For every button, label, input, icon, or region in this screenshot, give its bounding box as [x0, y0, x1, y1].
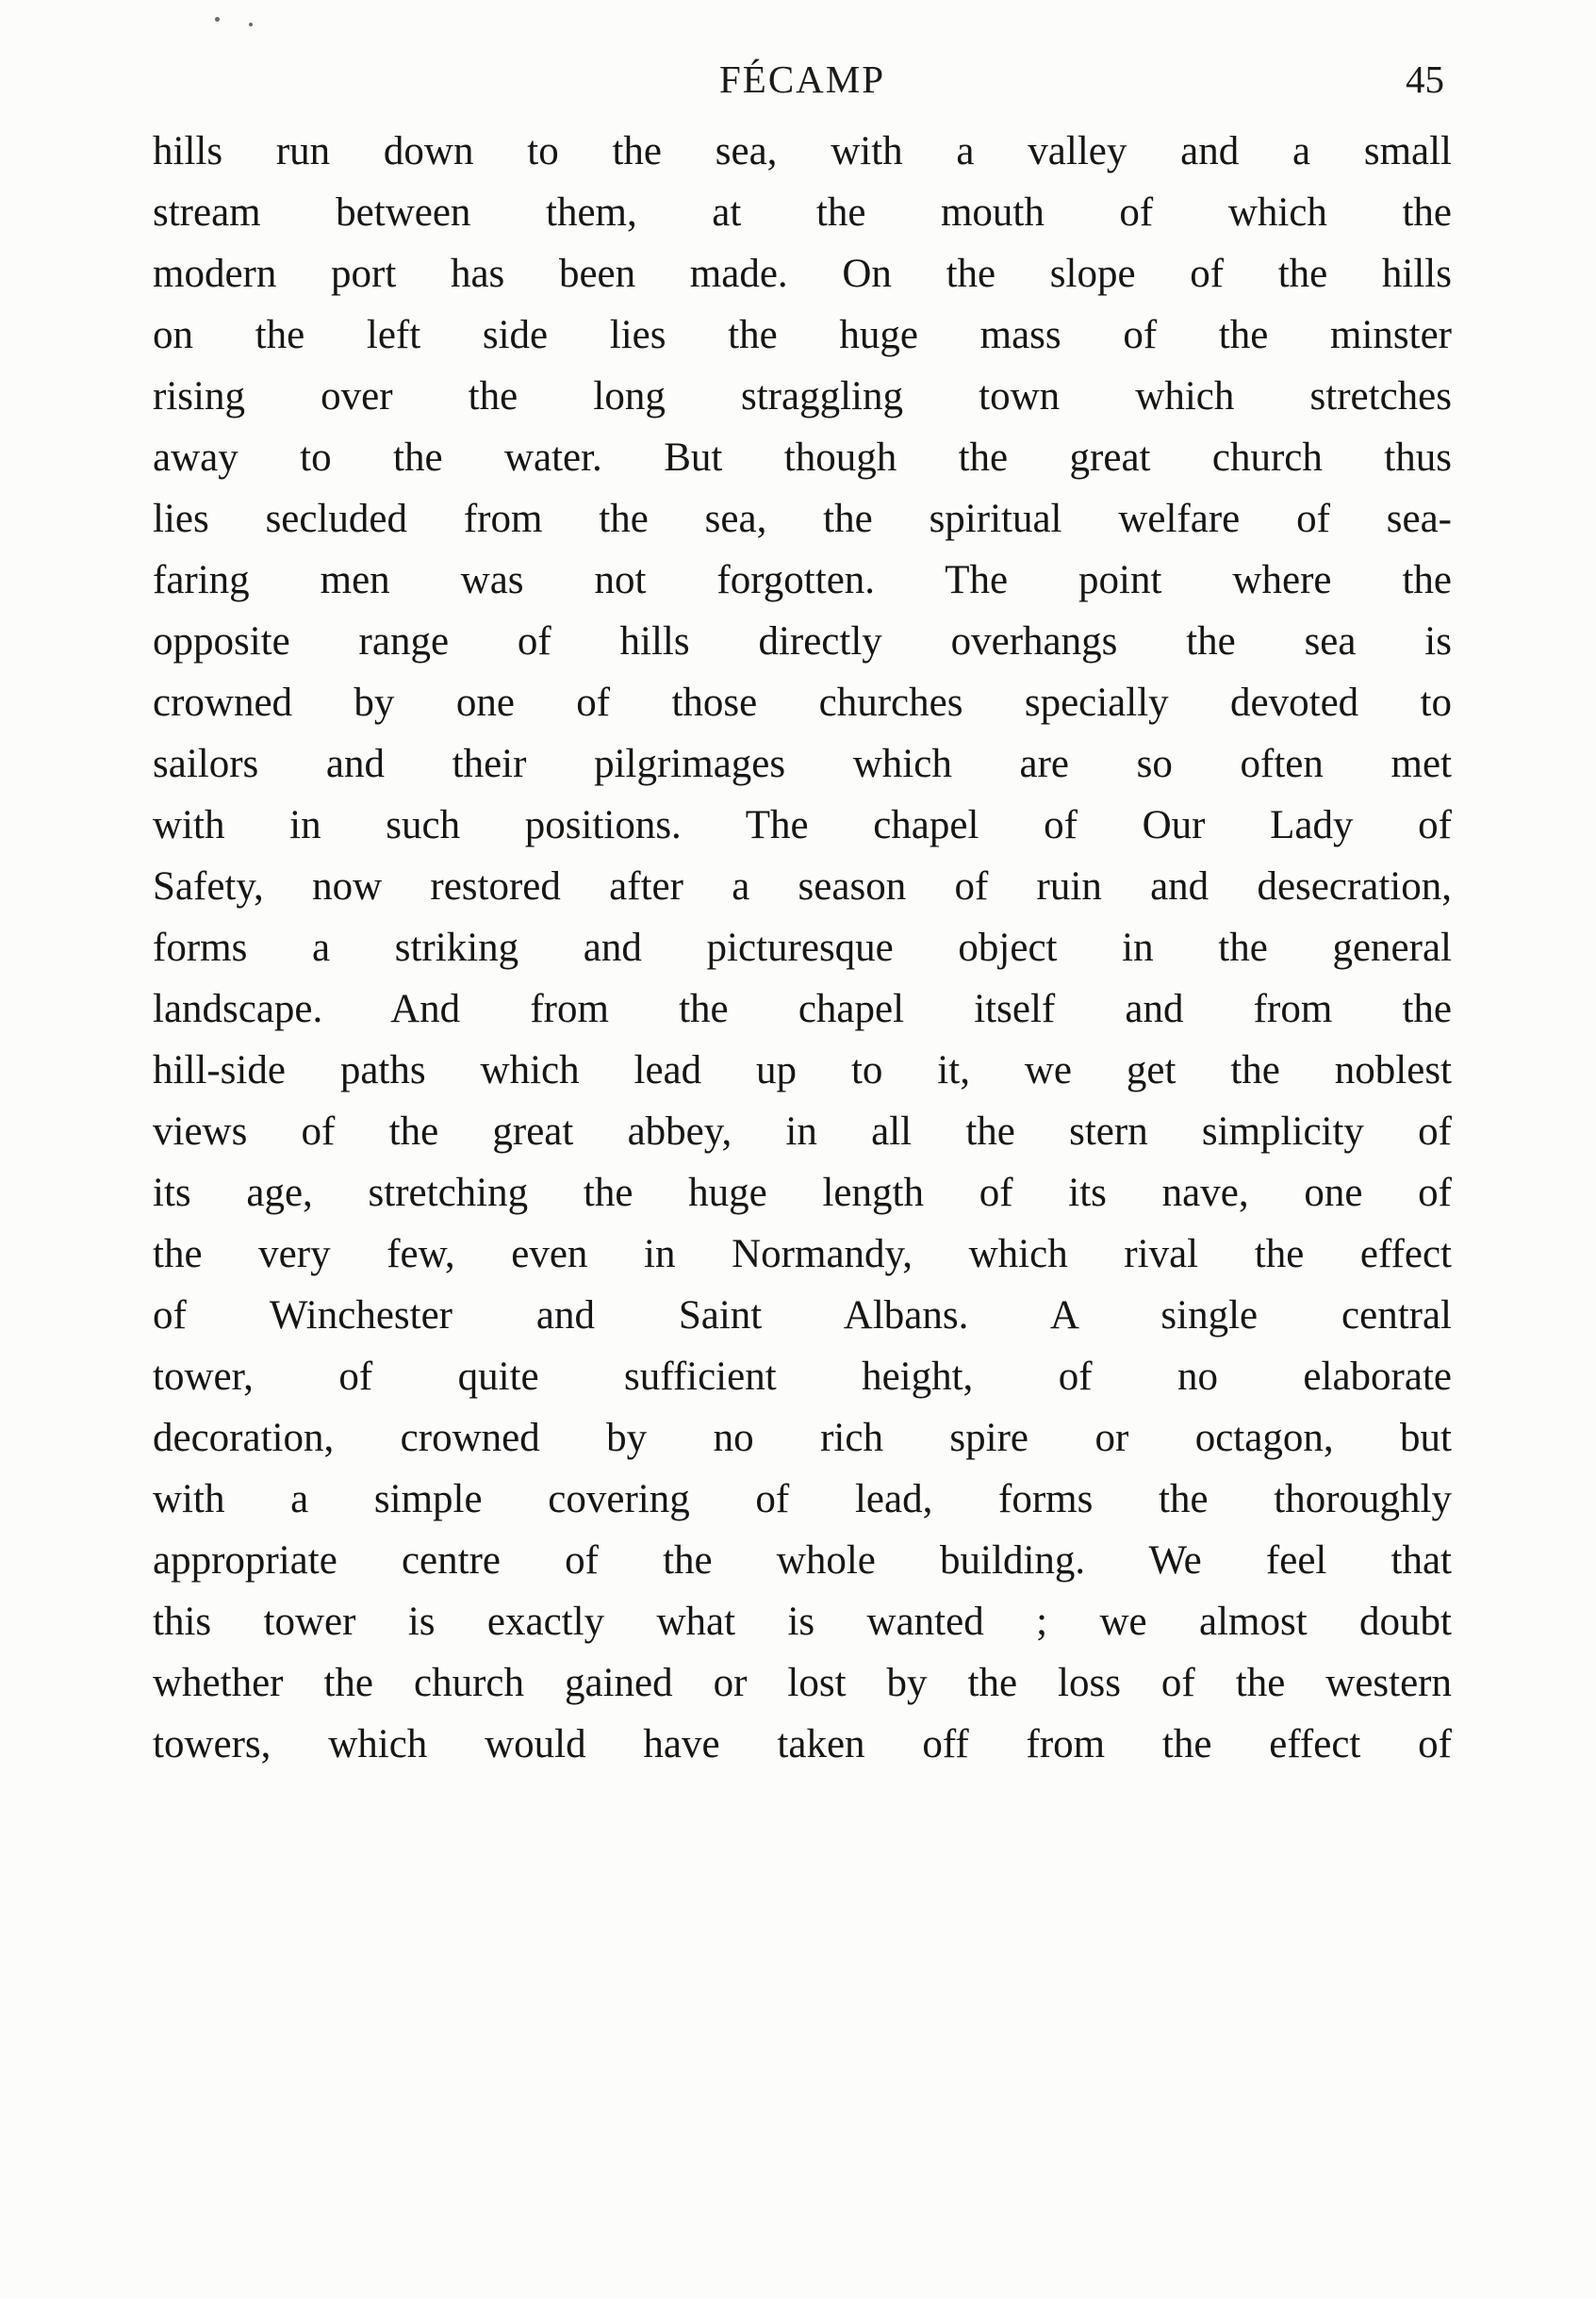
text-line: decoration, crowned by no rich spire or octagon, but: [153, 1416, 1452, 1460]
text-line: towers, which would have taken off from the effect of: [153, 1722, 1452, 1766]
text-line: landscape. And from the chapel itself and from the: [153, 987, 1452, 1031]
text-line: tower, of quite sufficient height, of no elaborate: [153, 1355, 1452, 1399]
text-line: away to the water. But though the great church thus: [153, 435, 1452, 480]
text-line: opposite range of hills directly overhangs the sea is: [153, 619, 1452, 664]
text-line: rising over the long straggling town which stretches: [153, 374, 1452, 419]
text-line: faring men was not forgotten. The point where the: [153, 558, 1452, 602]
text-line: appropriate centre of the whole building. We feel that: [153, 1538, 1452, 1583]
text-line: crowned by one of those churches specially devoted to: [153, 681, 1452, 725]
text-line: stream between them, at the mouth of which the: [153, 190, 1452, 235]
text-line: views of the great abbey, in all the stern simplicity of: [153, 1109, 1452, 1154]
text-line: Safety, now restored after a season of ruin and desecration,: [153, 864, 1452, 909]
text-line: its age, stretching the huge length of its nave, one of: [153, 1171, 1452, 1215]
text-line: with in such positions. The chapel of Our Lady of: [153, 803, 1452, 847]
text-line: hill-side paths which lead up to it, we get the noblest: [153, 1048, 1452, 1092]
text-line: on the left side lies the huge mass of the minster: [153, 313, 1452, 357]
text-line: of Winchester and Saint Albans. A single central: [153, 1293, 1452, 1338]
running-title: FÉCAMP: [718, 57, 886, 101]
body-text: [153, 121, 1452, 1775]
text-line: this tower is exactly what is wanted ; we almost doubt: [153, 1600, 1452, 1644]
scan-speck: [249, 23, 253, 26]
text-line: with a simple covering of lead, forms the thoroughly: [153, 1477, 1452, 1521]
text-line: forms a striking and picturesque object in the general: [153, 926, 1452, 970]
page-header: [153, 57, 1452, 106]
text-line: modern port has been made. On the slope of the hills: [153, 252, 1452, 296]
text-line: sailors and their pilgrimages which are so often met: [153, 742, 1452, 786]
text-line: the very few, even in Normandy, which rival the effect: [153, 1232, 1452, 1276]
page-number: 45: [1406, 57, 1444, 101]
text-line: hills run down to the sea, with a valley and a small: [153, 129, 1452, 173]
text-line: lies secluded from the sea, the spiritual welfare of sea-: [153, 497, 1452, 541]
text-line: whether the church gained or lost by the loss of the western: [153, 1661, 1452, 1705]
scan-speck: [215, 17, 220, 22]
